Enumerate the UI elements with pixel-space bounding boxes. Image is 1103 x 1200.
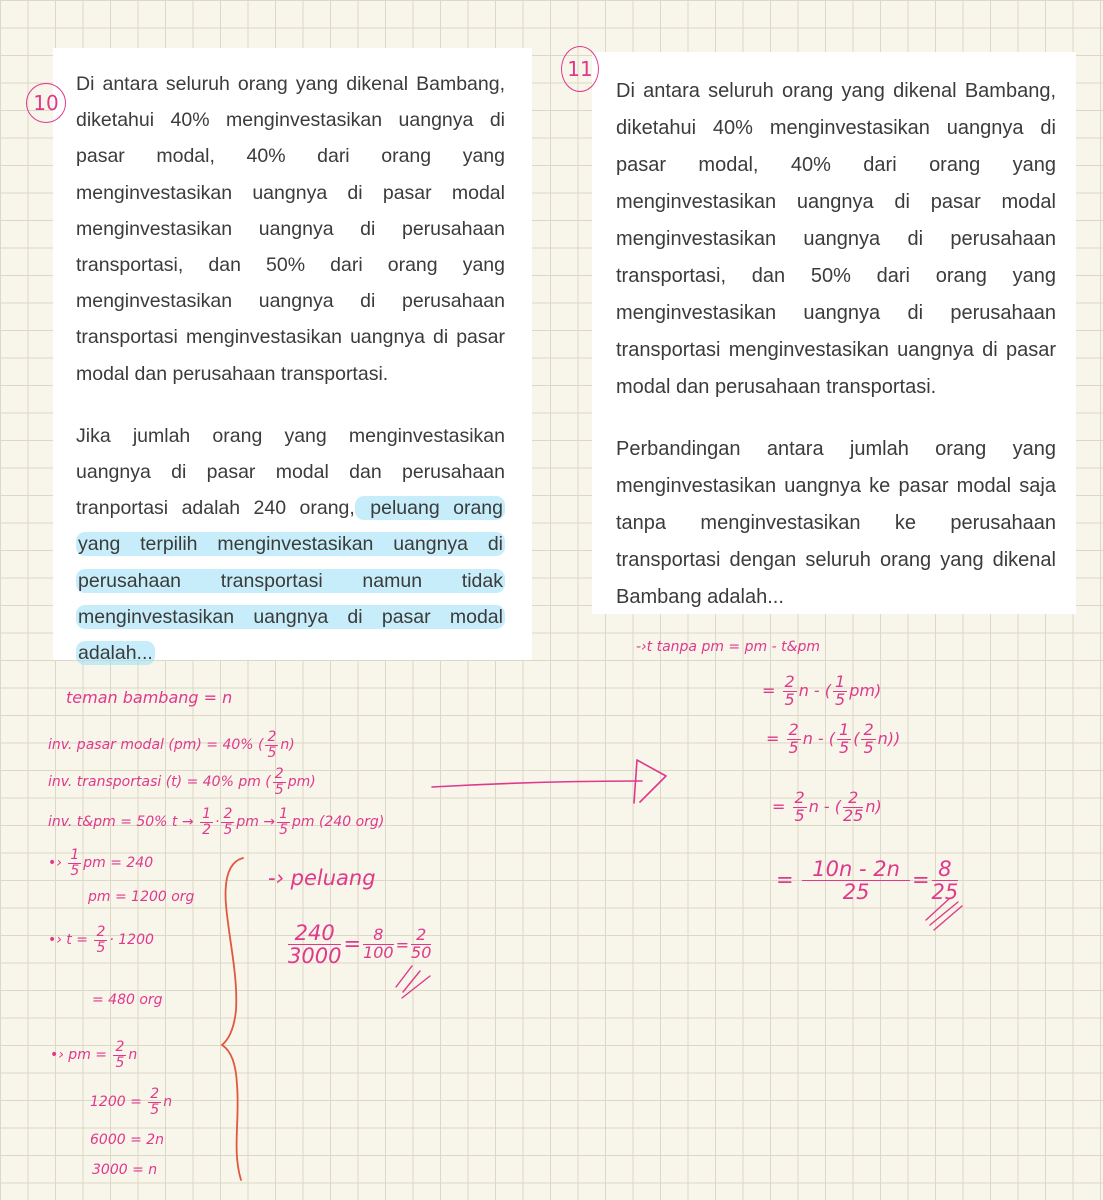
- note-text: ·: [214, 814, 220, 831]
- note-text: •› t =: [48, 932, 88, 949]
- numerator: 1: [835, 672, 846, 691]
- fraction: [94, 925, 107, 955]
- numerator: 2: [115, 1039, 125, 1055]
- numerator: 2: [223, 806, 233, 822]
- answer-mark-problem-10: [396, 966, 430, 998]
- note-step-1-result: pm = 1200 org: [88, 889, 195, 905]
- fraction: [787, 722, 801, 757]
- connector-arrow-head: [634, 760, 666, 803]
- denominator: 5: [788, 737, 799, 757]
- numerator: 1: [202, 806, 211, 822]
- fraction: [843, 790, 863, 825]
- note-text: n - (: [808, 796, 842, 816]
- denominator: 5: [115, 1054, 125, 1071]
- numerator: 240: [288, 922, 341, 945]
- note11-line-5: [776, 858, 960, 903]
- numerator: 2: [267, 729, 277, 745]
- note-teman-bambang: teman bambang = n: [66, 688, 233, 707]
- denominator: 2: [202, 821, 211, 838]
- denominator: 5: [279, 821, 288, 838]
- denominator: 50: [411, 943, 432, 963]
- note-step-2-result: = 480 org: [92, 992, 163, 1008]
- problem-10-question-intro: Jika jumlah orang yang menginvestasikan uangnya di pasar modal dan perusahaan tranportasi adalah 240 orang,: [76, 424, 505, 520]
- fraction: [221, 807, 234, 837]
- highlighted-question: peluang orang yang terpilih menginvestasikan uangnya di perusahaan transportasi namun tidak menginvestasikan uangnya di pasar modal adalah...: [78, 497, 503, 665]
- problem-11-paragraph-2: Perbandingan antara jumlah orang yang menginvestasikan uangnya ke pasar modal saja tanpa menginvestasikan ke perusahaan transportasi dengan seluruh orang yang dikenal Bambang adalah...: [616, 438, 1056, 608]
- note-text: inv. transportasi (t) = 40% pm (: [48, 774, 271, 791]
- denominator: 25: [931, 880, 959, 905]
- numerator: 1: [279, 806, 288, 822]
- fraction: [273, 767, 286, 797]
- denominator: 5: [794, 805, 805, 825]
- fraction: [148, 1087, 161, 1117]
- numerator: 8: [932, 858, 959, 881]
- note-text: inv. t&pm = 50% t →: [48, 814, 199, 831]
- note-step-3: [50, 1040, 137, 1070]
- note-text: n: [163, 1094, 173, 1111]
- note-text: inv. pasar modal (pm) = 40% (: [48, 737, 264, 754]
- equals: =: [395, 935, 410, 955]
- fraction: [793, 790, 807, 825]
- note-step-2: [48, 925, 154, 955]
- denominator: 5: [863, 737, 874, 757]
- numerator: 1: [839, 720, 850, 739]
- fraction: [932, 858, 959, 903]
- note-text: pm →: [236, 814, 276, 831]
- note-text: (: [853, 728, 860, 748]
- problem-10-paragraph-1: Di antara seluruh orang yang dikenal Bambang, diketahui 40% menginvestasikan uangnya di pasar modal, 40% dari orang yang menginvestasikan uangnya di pasar modal menginvestasikan uangnya di perusahaan transportasi, dan 50% dari orang yang menginvestasikan uangnya di perusahaan transportasi menginvestasikan uangnya di pasar modal dan perusahaan transportasi.: [76, 73, 505, 385]
- note-inv-transportasi: [48, 767, 316, 797]
- note-text: =: [776, 867, 794, 892]
- fraction: [802, 858, 910, 903]
- fraction: [113, 1040, 126, 1070]
- note-text: =: [766, 728, 780, 748]
- denominator: 5: [274, 781, 284, 798]
- note-step-1: [48, 848, 153, 878]
- note-text: •›: [48, 855, 62, 872]
- note-text: pm (240 org): [292, 814, 385, 831]
- note-peluang-calculation: [286, 922, 433, 967]
- numerator: 2: [843, 790, 863, 808]
- note-text: =: [762, 680, 776, 700]
- denominator: 25: [843, 805, 864, 825]
- problem-11-paragraph-1: Di antara seluruh orang yang dikenal Bambang, diketahui 40% menginvestasikan uangnya di pasar modal, 40% dari orang yang menginvestasikan uangnya di pasar modal menginvestasikan uangnya di perusahaan transportasi, dan 50% dari orang yang menginvestasikan uangnya di perusahaan transportasi menginvestasikan uangnya di pasar modal dan perusahaan transportasi.: [616, 80, 1056, 398]
- numerator: 2: [96, 924, 106, 940]
- fraction: [411, 927, 431, 962]
- note-step-3-line-4: 3000 = n: [92, 1162, 158, 1178]
- numerator: 10n - 2n: [802, 858, 910, 881]
- fraction: [833, 674, 847, 709]
- fraction: [277, 807, 290, 837]
- equals: =: [911, 867, 930, 892]
- denominator: 5: [150, 1101, 160, 1118]
- numerator: 2: [863, 720, 874, 739]
- note-text: pm): [287, 774, 316, 791]
- note-text: n): [865, 796, 882, 816]
- note-text: · 1200: [109, 932, 154, 949]
- denominator: 5: [835, 689, 846, 709]
- note-step-3-line-2: [90, 1087, 172, 1117]
- note-text: 1200 =: [90, 1094, 142, 1111]
- note-text: pm): [849, 680, 882, 700]
- note-peluang-label: -› peluang: [268, 866, 376, 890]
- denominator: 100: [363, 943, 394, 963]
- note-text: n - (: [798, 680, 832, 700]
- fraction: [363, 927, 394, 962]
- note-step-3-line-3: 6000 = 2n: [90, 1132, 165, 1148]
- note-text: •› pm =: [50, 1047, 108, 1064]
- connector-arrow-line: [432, 781, 642, 787]
- numerator: 8: [363, 927, 394, 945]
- denominator: 5: [839, 737, 850, 757]
- denominator: 25: [842, 880, 870, 905]
- numerator: 2: [150, 1086, 160, 1102]
- fraction: [200, 807, 213, 837]
- numerator: 2: [794, 788, 805, 807]
- denominator: 5: [784, 689, 795, 709]
- numerator: 2: [274, 766, 284, 782]
- numerator: 2: [784, 672, 795, 691]
- note-inv-t-and-pm: [48, 807, 384, 837]
- fraction: [837, 722, 851, 757]
- fraction: [265, 730, 278, 760]
- note-text: pm = 240: [83, 855, 154, 872]
- problem-11-number-badge: 11: [561, 46, 599, 92]
- numerator: 2: [788, 720, 799, 739]
- numerator: 1: [70, 847, 80, 863]
- fraction: [288, 922, 341, 967]
- note11-line-3: [766, 722, 900, 757]
- fraction: [783, 674, 797, 709]
- note11-line-4: [772, 790, 882, 825]
- fraction: [861, 722, 875, 757]
- note11-line-1: -›t tanpa pm = pm - t&pm: [636, 639, 821, 655]
- note-text: n): [280, 737, 295, 754]
- denominator: 5: [223, 821, 233, 838]
- note-text: n - (: [802, 728, 836, 748]
- problem-10-number-badge: 10: [26, 83, 66, 123]
- problem-11-card: [592, 52, 1076, 614]
- problem-10-paragraph-2: [76, 418, 505, 671]
- note11-line-2: [762, 674, 881, 709]
- curly-brace: [222, 858, 243, 1180]
- denominator: 3000: [288, 944, 342, 969]
- denominator: 5: [70, 862, 80, 879]
- fraction: [68, 848, 81, 878]
- note-inv-pasar-modal: [48, 730, 295, 760]
- denominator: 5: [96, 939, 106, 956]
- problem-10-card: [53, 48, 532, 665]
- note-text: =: [772, 796, 786, 816]
- note-text: n)): [877, 728, 901, 748]
- denominator: 5: [267, 744, 277, 761]
- equals: =: [343, 931, 362, 956]
- numerator: 2: [411, 927, 431, 945]
- note-text: n: [128, 1047, 138, 1064]
